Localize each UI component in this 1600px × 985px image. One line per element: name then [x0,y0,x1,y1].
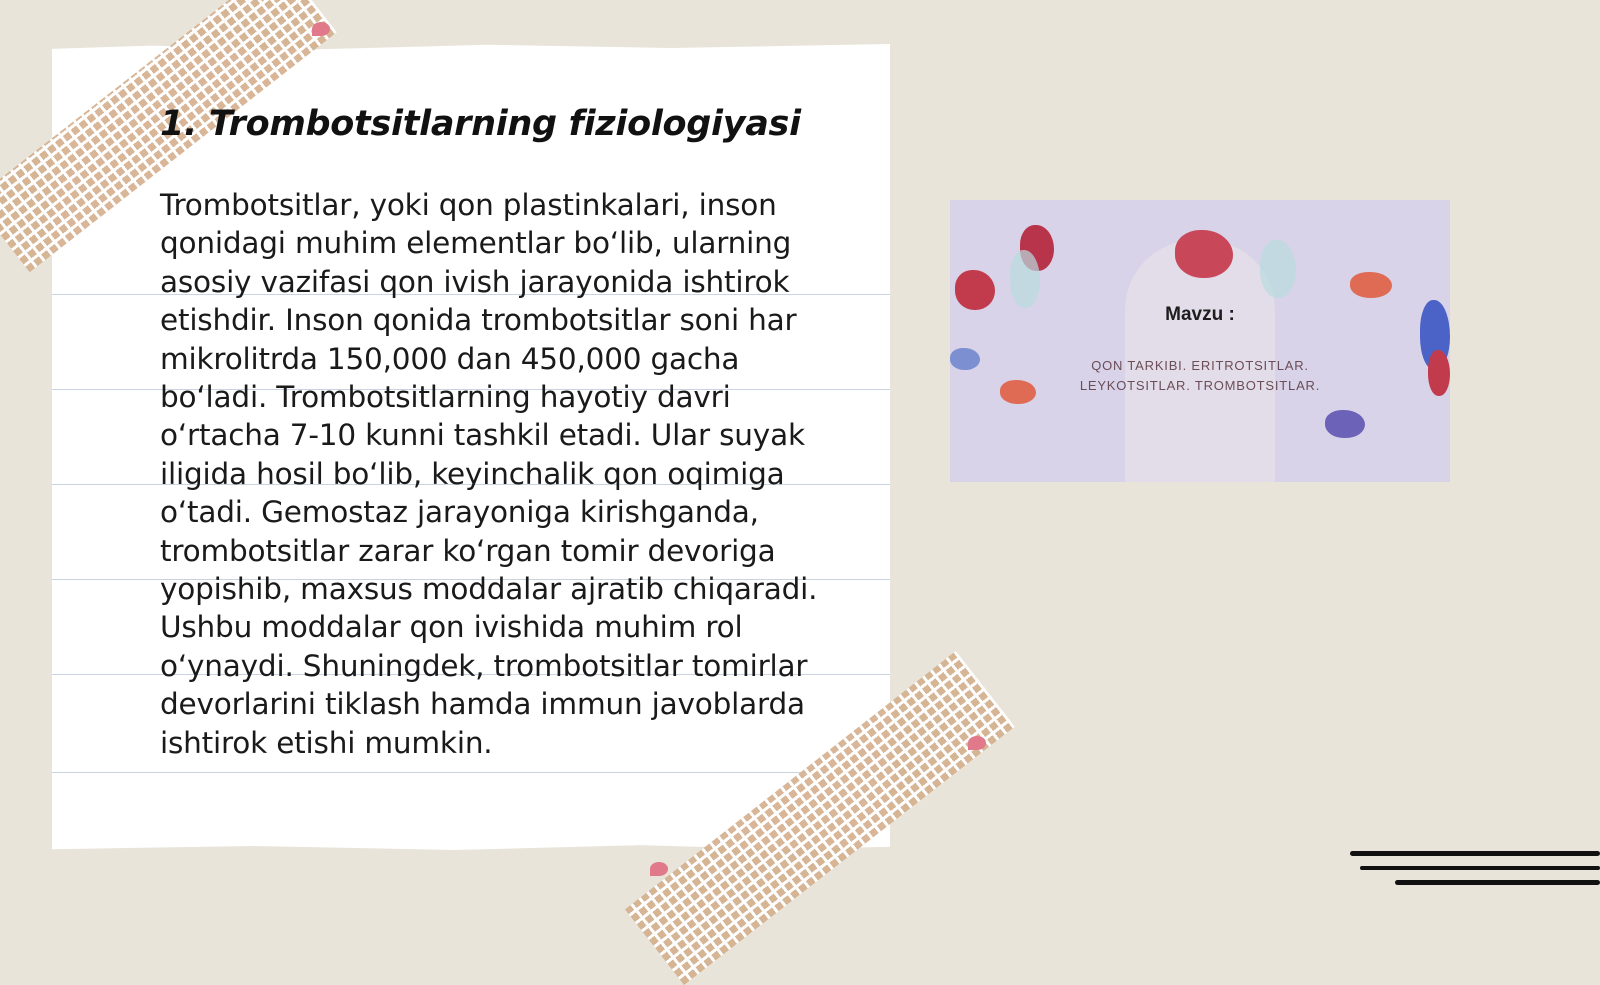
tape-tip-decoration [312,22,330,36]
decorative-brush-stroke [1395,880,1600,885]
slide-title: 1. Trombotsitlarning fiziologiyasi [160,104,801,144]
platelet-cluster-icon [1325,410,1365,438]
tape-tip-decoration [968,736,986,750]
tape-tip-decoration [650,862,668,876]
platelet-cluster-icon [950,348,980,370]
red-cell-icon [1350,272,1392,298]
paper-rule-line [52,772,890,773]
light-cell-icon [1010,250,1040,308]
red-cell-icon [1428,350,1450,396]
thumbnail-heading: Mavzu : [1165,304,1235,325]
red-cell-icon [1000,380,1036,404]
topic-thumbnail [950,200,1450,482]
brain-illustration-icon [1175,230,1233,278]
decorative-brush-stroke [1350,851,1600,856]
thumbnail-subtitle-line: LEYKOTSITLAR. TROMBOTSITLAR. [1079,378,1321,393]
thumbnail-subtitle-line: QON TARKIBI. ERITROTSITLAR. [1091,358,1309,373]
light-cell-icon [1260,240,1296,298]
decorative-brush-stroke [1360,866,1600,870]
thumbnail-subtitle [1040,356,1360,396]
slide-body-text: Trombotsitlar, yoki qon plastinkalari, inson qonidagi muhim elementlar bo‘lib, ularning asosiy vazifasi qon ivish jarayonida ishtirok etishdir. Inson qonida trombotsitlar soni har mikrolitrda 150,000 dan 450,000 gacha bo‘ladi. Trombotsitlarning hayotiy davri o‘rtacha 7-10 kunni tashkil etadi. Ular suyak iligida hosil bo‘lib, keyinchalik qon oqimiga o‘tadi. Gemostaz jarayoniga kirishganda, trombotsitlar zarar ko‘rgan tomir devoriga yopishib, maxsus moddalar ajratib chiqaradi. Ushbu moddalar qon ivishida muhim rol o‘ynaydi. Shuningdek, trombotsitlar tomirlar devorlarini tiklash hamda immun javoblarda ishtirok etishi mumkin. [160,188,818,760]
